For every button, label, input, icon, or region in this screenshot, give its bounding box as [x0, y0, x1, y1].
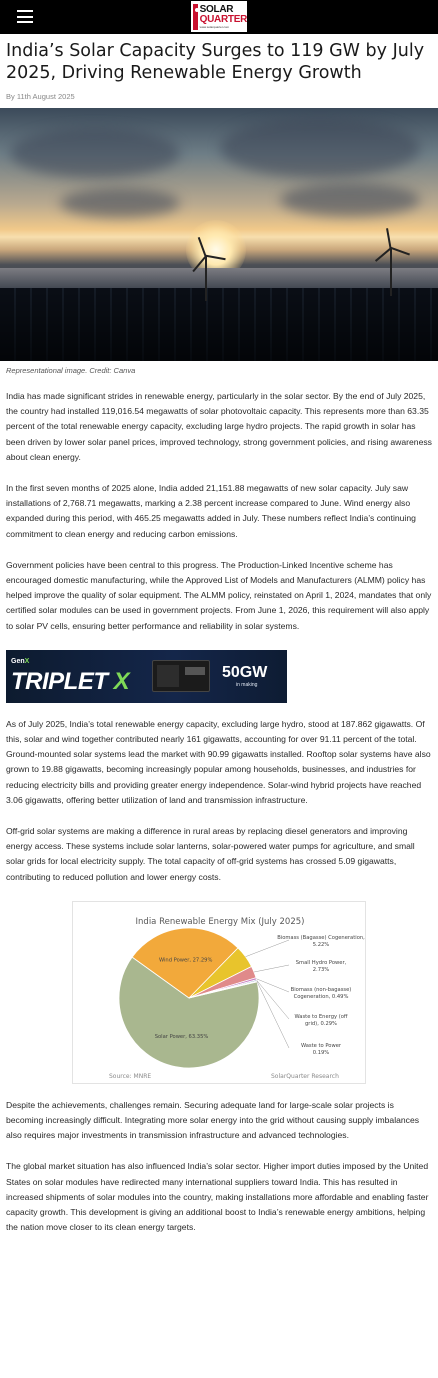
pie-data-label: 2.73% [312, 966, 330, 973]
pie-data-label: Waste to Power [300, 1042, 342, 1049]
pie-data-label: Biomass (non-bagasse) [290, 986, 352, 993]
pie-data-label: Cogeneration, 0.49% [293, 993, 349, 1000]
hamburger-icon[interactable] [17, 10, 33, 23]
site-logo[interactable] [191, 1, 247, 32]
chart-title: India Renewable Energy Mix (July 2025) [135, 916, 305, 927]
logo-line-1: SOLAR [199, 3, 234, 15]
ad-genx-label: GenX [11, 657, 30, 665]
article-paragraph: The global market situation has also influenced India’s solar sector. Higher import duties imposed by the United States on solar modules have redirected many international suppliers toward India. This has resulted in increased shipments of solar modules into the country, making installations more affordable and enabling faster capacity growth. This development is giving an additional boost to India’s renewable energy ambitions, helping the nation move closer to its clean energy targets. [6, 1161, 429, 1233]
pie-data-label: Biomass (Bagasse) Cogeneration, [277, 934, 365, 941]
article-paragraph: As of July 2025, India’s total renewable energy capacity, excluding large hydro, stood at 187.862 gigawatts. Of this, solar and wind together contributed nearly 161 gigawatts, accounting for over 91.11 percent of the total. Ground-mounted solar systems lead the market with 90.99 gigawatts installed. Rooftop solar systems have also grown to 19.88 gigawatts, becoming increasingly popular among households, businesses, and industries for reducing electricity bills and providing greater energy independence. Solar-wind hybrid projects have reached 3.06 gigawatts, offering better utilization of land and transmission infrastructure. [6, 718, 431, 805]
logo-mark-icon [193, 4, 198, 30]
logo-line-2: QUARTER [199, 13, 247, 25]
chart-source: Source: MNRE [109, 1072, 152, 1080]
solar-module-product-image [152, 660, 210, 692]
ad-capacity: 50GW [222, 663, 268, 681]
article-paragraph: Despite the achievements, challenges remain. Securing adequate land for large-scale solar projects is becoming increasingly difficult. Integrating more solar energy into the grid without causing supply imbalances also requires major investments in transmission infrastructure and advanced technologies. [6, 1099, 420, 1141]
article-paragraph: Government policies have been central to this progress. The Production-Linked Incentive scheme has encouraged domestic manufacturing, while the Approved List of Models and Manufacturers (ALMM) policy has helped improve the quality of solar equipment. The ALMM policy, reinstated on April 1, 2024, mandates that only certified solar modules can be used in government projects. From June 1, 2026, this requirement will also apply to solar PV cells, ensuring better performance and reliability in solar systems. [6, 559, 432, 631]
ad-banner-tripletx[interactable] [6, 650, 287, 703]
top-nav-bar [0, 0, 438, 34]
ad-brand-name: TRIPLET X [11, 667, 130, 695]
pie-leader-line [257, 981, 289, 1048]
renewable-mix-pie-chart [72, 901, 366, 1084]
logo-tagline: www.solarquarter.com [199, 24, 230, 29]
pie-leader-line [257, 980, 289, 1019]
article-title: India’s Solar Capacity Surges to 119 GW by July 2025, Driving Renewable Energy Growth [6, 41, 425, 83]
pie-data-label: Solar Power, 63.35% [154, 1033, 209, 1040]
pie-data-label: Wind Power, 27.29% [158, 957, 213, 964]
article-byline: By 11th August 2025 [6, 92, 75, 101]
pie-data-label: grid), 0.29% [305, 1020, 337, 1027]
article-paragraph: India has made significant strides in renewable energy, particularly in the solar sector. By the end of July 2025, the country had installed 119,016.54 megawatts of solar photovoltaic capacity. This represents more than 63.35 percent of the total renewable energy capacity, excluding large hydro projects. The rapid growth in solar has been driven by lower solar panel prices, improved technology, strong government policies, and rising awareness about clean energy. [6, 391, 432, 462]
article-paragraph: Off-grid solar systems are making a difference in rural areas by replacing diesel generators and improving energy access. These systems include solar lanterns, solar-powered water pumps for agriculture, and small solar grids for local electricity supply. The total capacity of off-grid systems has crossed 5.09 gigawatts, contributing to reduced pollution and lower energy costs. [6, 826, 415, 882]
pie-leader-line [254, 965, 289, 972]
ad-capacity-sub: in making [236, 681, 258, 688]
article-paragraph: In the first seven months of 2025 alone, India added 21,151.88 megawatts of new solar capacity. July saw installations of 2,768.71 megawatts, marking a 2.38 percent increase compared to June. Wind energy also expanded during this period, with 465.25 megawatts added in July. These numbers reflect India’s continuing commitment to clean energy and reducing carbon emissions. [6, 483, 416, 539]
pie-data-label: Small Hydro Power, [295, 959, 347, 966]
pie-leader-line [246, 940, 289, 957]
pie-chart-svg [73, 902, 367, 1085]
wind-turbine-icon [205, 256, 207, 301]
hero-image [0, 108, 438, 361]
image-caption: Representational image. Credit: Canva [6, 366, 136, 375]
solar-panels [0, 288, 438, 361]
pie-data-label: 0.19% [312, 1049, 330, 1056]
wind-turbine-icon [390, 248, 392, 296]
chart-credit: SolarQuarter Research [271, 1072, 339, 1080]
pie-data-label: 5.22% [312, 941, 330, 948]
pie-data-label: Waste to Energy (off [294, 1013, 348, 1020]
